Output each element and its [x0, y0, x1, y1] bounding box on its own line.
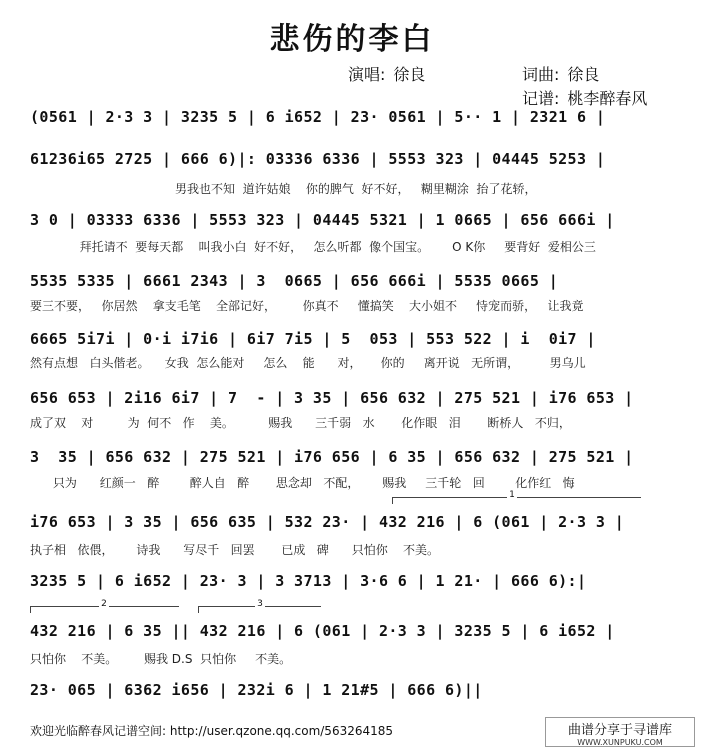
score-row-lyrics [30, 130, 670, 148]
volta-number: 1 [509, 490, 515, 500]
score-row-lyrics: 男我也不知 道许姑娘 你的脾气 好不好， 糊里糊涂 抬了花轿， [30, 182, 537, 196]
transcriber-name: 桃李醉春风 [567, 89, 648, 108]
transcriber-credit [522, 86, 647, 109]
footer [30, 722, 393, 739]
score-row-lyrics: 拜托请不 要每天都 叫我小白 好不好， 怎么听都 像个国宝。 O K你 要背好 爱相公三 [30, 240, 596, 254]
score-row-notes: 6665 5i7i | 0·i i7i6 | 6i7 7i5 | 5 053 | 553 522 | i 0i7 | [30, 330, 596, 348]
score-row-lyrics: 要三不要， 你居然 拿支毛笔 全部记好， 你真不 懂搞笑 大小姐不 恃宠而骄， 让我竟 [30, 299, 584, 313]
lyricist-name: 徐良 [567, 65, 600, 84]
singer-label: 演唱: [348, 65, 386, 84]
score-row-notes: 432 216 | 6 35 || 432 216 | 6 (061 | 2·3 3 | 3235 5 | 6 i652 | [30, 622, 615, 640]
footer-welcome: 欢迎光临醉春风记谱空间: [30, 724, 167, 738]
score-row-lyrics: 执子相 依偎， 诗我 写尽千 回罢 已成 碑 只怕你 不美。 [30, 543, 439, 557]
score-row-notes: 3 0 | 03333 6336 | 5553 323 | 04445 5321 | 1 0665 | 656 666i | [30, 211, 615, 229]
volta-bracket [30, 599, 179, 613]
volta-number: 2 [101, 599, 107, 609]
lyricist-credit [522, 62, 599, 85]
volta-bracket [392, 490, 641, 504]
score-row-notes: 3 35 | 656 632 | 275 521 | i76 656 | 6 35 | 656 632 | 275 521 | [30, 448, 634, 466]
watermark-badge[interactable] [545, 717, 695, 747]
score-row-lyrics: 只为 红颜一 醉 醉人自 醉 思念却 不配， 赐我 三千轮 回 化作红 悔 [30, 476, 575, 490]
transcriber-label: 记谱: [522, 89, 560, 108]
score-row-notes: 61236i65 2725 | 666 6)|: 03336 6336 | 5553 323 | 04445 5253 | [30, 150, 606, 168]
watermark-url: WWW.XUNPUKU.COM [577, 738, 663, 747]
score-row-lyrics: 只怕你 不美。 赐我 D.S 只怕你 不美。 [30, 652, 292, 666]
score-row-notes: 3235 5 | 6 i652 | 23· 3 | 3 3713 | 3·6 6 | 1 21· | 666 6):| [30, 572, 587, 590]
volta-number: 3 [257, 599, 263, 609]
footer-link[interactable]: http://user.qzone.qq.com/563264185 [169, 724, 394, 738]
score-row-notes: i76 653 | 3 35 | 656 635 | 532 23· | 432 216 | 6 (061 | 2·3 3 | [30, 513, 625, 531]
lyricist-label: 词曲: [522, 65, 560, 84]
score-row-notes: 5535 5335 | 6661 2343 | 3 0665 | 656 666i | 5535 0665 | [30, 272, 559, 290]
singer-credit [348, 62, 425, 85]
volta-bracket [198, 599, 321, 613]
score-row-notes: 23· 065 | 6362 i656 | 232i 6 | 1 21#5 | 666 6)|| [30, 681, 483, 699]
score-row-lyrics: 然有点想 白头偕老。 女我 怎么能对 怎么 能 对， 你的 离开说 无所谓， 男乌儿 [30, 356, 586, 370]
song-title: 悲伤的李白 [269, 22, 435, 57]
singer-name: 徐良 [393, 65, 426, 84]
watermark-text: 曲谱分享于寻谱库 [567, 723, 672, 738]
score-row-notes: 656 653 | 2i16 6i7 | 7 - | 3 35 | 656 632 | 275 521 | i76 653 | [30, 389, 634, 407]
score-row-lyrics: 成了双 对 为 何不 作 美。 赐我 三千弱 水 化作眼 泪 断桥人 不归， [30, 416, 571, 430]
score-row-notes: (0561 | 2·3 3 | 3235 5 | 6 i652 | 23· 0561 | 5·· 1 | 2321 6 | [30, 108, 606, 126]
